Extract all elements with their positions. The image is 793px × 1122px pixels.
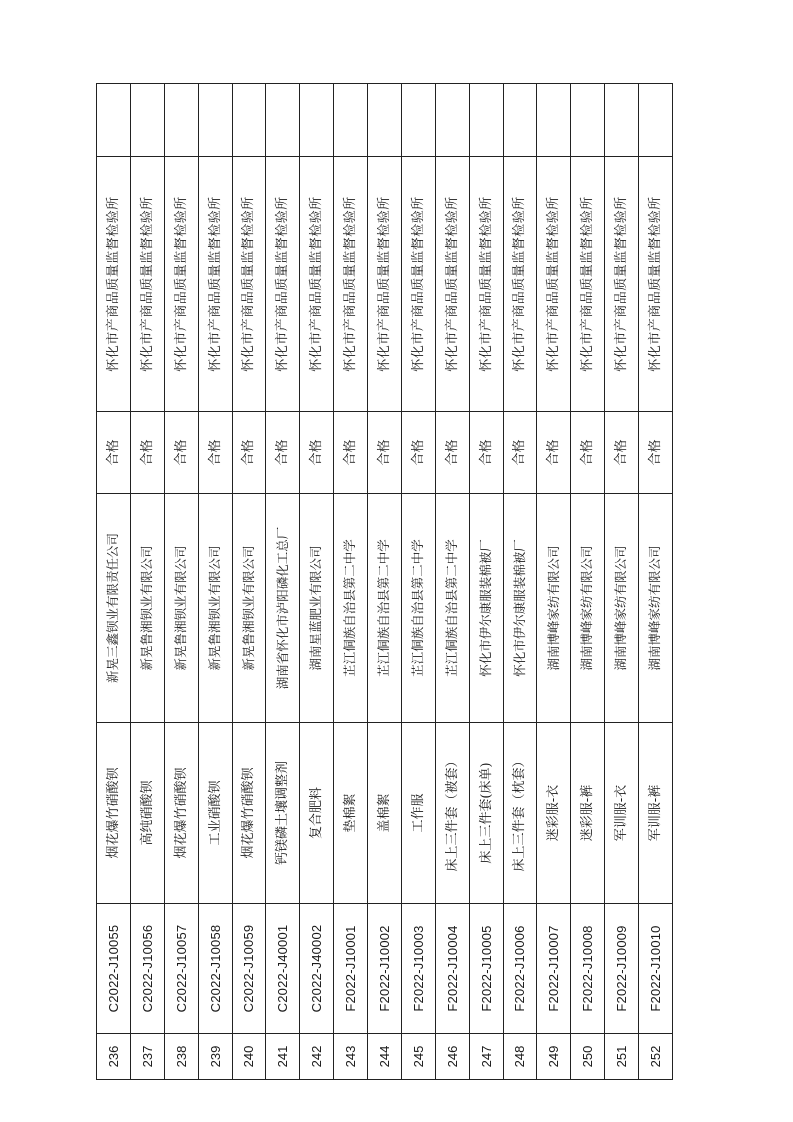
inspection-institute-cell: 怀化市产商品质量监督检验所 [435, 157, 469, 412]
remarks-cell [368, 84, 402, 157]
table-row [198, 84, 232, 1080]
inspection-institute-cell: 怀化市产商品质量监督检验所 [198, 157, 232, 412]
sample-code-cell: C2022-J10057 [164, 904, 198, 1034]
remarks-cell [401, 84, 435, 157]
result-cell: 合格 [300, 412, 334, 494]
product-name-cell: 工作服 [401, 723, 435, 904]
remarks-cell [266, 84, 300, 157]
product-name-cell: 钙镁磷土壤调整剂 [266, 723, 300, 904]
sample-code-cell: F2022-J10009 [605, 904, 639, 1034]
product-name-cell: 烟花爆竹硝酸钡 [232, 723, 266, 904]
product-name-cell: 军训服-衣 [605, 723, 639, 904]
sample-code-cell: F2022-J10002 [368, 904, 402, 1034]
product-name-cell: 迷彩服-裤 [571, 723, 605, 904]
remarks-cell [605, 84, 639, 157]
sample-code-cell: F2022-J10008 [571, 904, 605, 1034]
inspection-institute-cell: 怀化市产商品质量监督检验所 [469, 157, 503, 412]
result-cell: 合格 [130, 412, 164, 494]
company-name-cell: 新晃鲁湘钡业有限公司 [198, 494, 232, 723]
serial-number-cell: 242 [300, 1034, 334, 1080]
table-row [130, 84, 164, 1080]
sample-code-cell: F2022-J10004 [435, 904, 469, 1034]
remarks-cell [97, 84, 131, 157]
serial-number-cell: 244 [368, 1034, 402, 1080]
product-name-cell: 迷彩服-衣 [537, 723, 571, 904]
sample-code-cell: C2022-J10058 [198, 904, 232, 1034]
result-cell: 合格 [266, 412, 300, 494]
company-name-cell: 新晃鲁湘钡业有限公司 [130, 494, 164, 723]
inspection-institute-cell: 怀化市产商品质量监督检验所 [164, 157, 198, 412]
inspection-institute-cell: 怀化市产商品质量监督检验所 [300, 157, 334, 412]
company-name-cell: 怀化市伊尔康服装棉被厂 [503, 494, 537, 723]
result-cell: 合格 [639, 412, 673, 494]
inspection-institute-cell: 怀化市产商品质量监督检验所 [503, 157, 537, 412]
company-name-cell: 湖南星蓝肥业有限公司 [300, 494, 334, 723]
inspection-institute-cell: 怀化市产商品质量监督检验所 [605, 157, 639, 412]
result-cell: 合格 [368, 412, 402, 494]
table-row [368, 84, 402, 1080]
product-name-cell: 烟花爆竹硝酸钡 [164, 723, 198, 904]
table-row [605, 84, 639, 1080]
company-name-cell: 湖南博峰家纺有限公司 [571, 494, 605, 723]
company-name-cell: 湖南博峰家纺有限公司 [605, 494, 639, 723]
sample-code-cell: C2022-J10056 [130, 904, 164, 1034]
inspection-institute-cell: 怀化市产商品质量监督检验所 [266, 157, 300, 412]
serial-number-cell: 237 [130, 1034, 164, 1080]
serial-number-cell: 243 [334, 1034, 368, 1080]
sample-code-cell: F2022-J10006 [503, 904, 537, 1034]
result-cell: 合格 [605, 412, 639, 494]
product-name-cell: 床上三件套（被套） [435, 723, 469, 904]
serial-number-cell: 251 [605, 1034, 639, 1080]
remarks-cell [503, 84, 537, 157]
inspection-institute-cell: 怀化市产商品质量监督检验所 [368, 157, 402, 412]
table-row [503, 84, 537, 1080]
serial-number-cell: 246 [435, 1034, 469, 1080]
result-cell: 合格 [164, 412, 198, 494]
company-name-cell: 芷江侗族自治县第二中学 [401, 494, 435, 723]
inspection-institute-cell: 怀化市产商品质量监督检验所 [571, 157, 605, 412]
remarks-cell [571, 84, 605, 157]
result-cell: 合格 [571, 412, 605, 494]
table-body [97, 84, 673, 1080]
table-row [164, 84, 198, 1080]
table-row [300, 84, 334, 1080]
inspection-results-table [96, 83, 673, 1080]
product-name-cell: 床上三件套（枕套） [503, 723, 537, 904]
serial-number-cell: 245 [401, 1034, 435, 1080]
remarks-cell [639, 84, 673, 157]
serial-number-cell: 236 [97, 1034, 131, 1080]
remarks-cell [232, 84, 266, 157]
company-name-cell: 芷江侗族自治县第二中学 [435, 494, 469, 723]
product-name-cell: 工业硝酸钡 [198, 723, 232, 904]
inspection-institute-cell: 怀化市产商品质量监督检验所 [639, 157, 673, 412]
table-row [232, 84, 266, 1080]
company-name-cell: 芷江侗族自治县第二中学 [368, 494, 402, 723]
result-cell: 合格 [401, 412, 435, 494]
result-cell: 合格 [334, 412, 368, 494]
table-row [537, 84, 571, 1080]
table-row [571, 84, 605, 1080]
remarks-cell [198, 84, 232, 157]
serial-number-cell: 250 [571, 1034, 605, 1080]
table-row [97, 84, 131, 1080]
serial-number-cell: 248 [503, 1034, 537, 1080]
inspection-institute-cell: 怀化市产商品质量监督检验所 [401, 157, 435, 412]
product-name-cell: 床上三件套(床单) [469, 723, 503, 904]
sample-code-cell: F2022-J10001 [334, 904, 368, 1034]
company-name-cell: 新晃三鑫钡业有限责任公司 [97, 494, 131, 723]
product-name-cell: 复合肥料 [300, 723, 334, 904]
sample-code-cell: F2022-J10005 [469, 904, 503, 1034]
sample-code-cell: C2022-J40001 [266, 904, 300, 1034]
inspection-institute-cell: 怀化市产商品质量监督检验所 [97, 157, 131, 412]
serial-number-cell: 238 [164, 1034, 198, 1080]
company-name-cell: 湖南省怀化市泸阳磷化工总厂 [266, 494, 300, 723]
inspection-institute-cell: 怀化市产商品质量监督检验所 [334, 157, 368, 412]
company-name-cell: 湖南博峰家纺有限公司 [537, 494, 571, 723]
table-row [266, 84, 300, 1080]
inspection-institute-cell: 怀化市产商品质量监督检验所 [130, 157, 164, 412]
result-cell: 合格 [469, 412, 503, 494]
product-name-cell: 军训服-裤 [639, 723, 673, 904]
result-cell: 合格 [537, 412, 571, 494]
serial-number-cell: 249 [537, 1034, 571, 1080]
sample-code-cell: C2022-J40002 [300, 904, 334, 1034]
remarks-cell [130, 84, 164, 157]
inspection-institute-cell: 怀化市产商品质量监督检验所 [232, 157, 266, 412]
serial-number-cell: 240 [232, 1034, 266, 1080]
remarks-cell [537, 84, 571, 157]
table-row [469, 84, 503, 1080]
company-name-cell: 新晃鲁湘钡业有限公司 [164, 494, 198, 723]
result-cell: 合格 [97, 412, 131, 494]
inspection-institute-cell: 怀化市产商品质量监督检验所 [537, 157, 571, 412]
table-row [639, 84, 673, 1080]
company-name-cell: 新晃鲁湘钡业有限公司 [232, 494, 266, 723]
serial-number-cell: 252 [639, 1034, 673, 1080]
result-cell: 合格 [232, 412, 266, 494]
serial-number-cell: 239 [198, 1034, 232, 1080]
serial-number-cell: 247 [469, 1034, 503, 1080]
table-row [435, 84, 469, 1080]
sample-code-cell: F2022-J10007 [537, 904, 571, 1034]
sample-code-cell: F2022-J10003 [401, 904, 435, 1034]
company-name-cell: 芷江侗族自治县第二中学 [334, 494, 368, 723]
table-row [401, 84, 435, 1080]
product-name-cell: 盖棉絮 [368, 723, 402, 904]
sample-code-cell: C2022-J10055 [97, 904, 131, 1034]
result-cell: 合格 [503, 412, 537, 494]
remarks-cell [300, 84, 334, 157]
sample-code-cell: C2022-J10059 [232, 904, 266, 1034]
table-row [334, 84, 368, 1080]
result-cell: 合格 [198, 412, 232, 494]
company-name-cell: 湖南博峰家纺有限公司 [639, 494, 673, 723]
result-cell: 合格 [435, 412, 469, 494]
remarks-cell [469, 84, 503, 157]
remarks-cell [435, 84, 469, 157]
remarks-cell [164, 84, 198, 157]
sample-code-cell: F2022-J10010 [639, 904, 673, 1034]
product-name-cell: 垫棉絮 [334, 723, 368, 904]
product-name-cell: 烟花爆竹硝酸钡 [97, 723, 131, 904]
remarks-cell [334, 84, 368, 157]
rotated-table-container [96, 84, 673, 1080]
serial-number-cell: 241 [266, 1034, 300, 1080]
company-name-cell: 怀化市伊尔康服装棉被厂 [469, 494, 503, 723]
product-name-cell: 高纯硝酸钡 [130, 723, 164, 904]
